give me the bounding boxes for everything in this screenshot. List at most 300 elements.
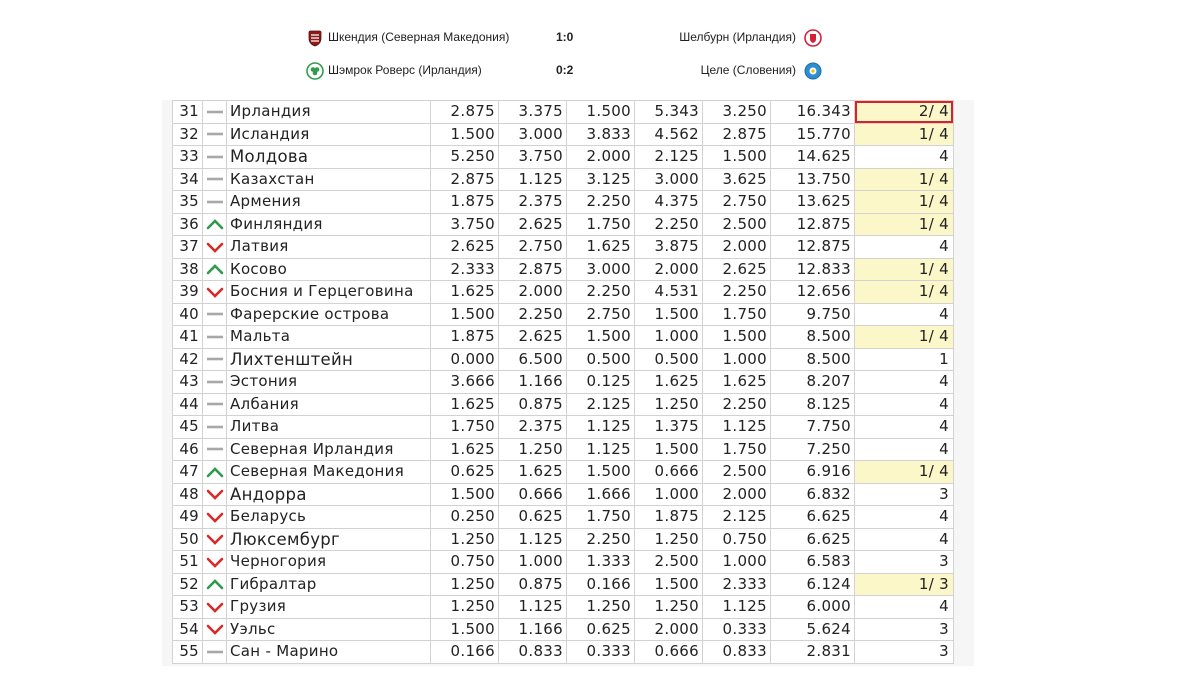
table-row[interactable] <box>173 101 954 124</box>
table-row[interactable] <box>173 483 954 506</box>
country-name[interactable]: Молдова <box>227 146 431 169</box>
qualified-teams: 4 <box>855 416 954 439</box>
table-row[interactable] <box>173 506 954 529</box>
season-3-points: 1.333 <box>567 551 635 574</box>
season-3-points: 2.750 <box>567 303 635 326</box>
season-3-points: 1.625 <box>567 236 635 259</box>
qualified-teams: 3 <box>855 551 954 574</box>
season-5-points: 2.333 <box>703 573 771 596</box>
match-results <box>0 0 1200 100</box>
season-5-points: 1.500 <box>703 326 771 349</box>
qualified-teams: 3 <box>855 483 954 506</box>
rank-cell: 37 <box>173 236 203 259</box>
season-3-points: 1.500 <box>567 101 635 124</box>
season-5-points: 1.625 <box>703 371 771 394</box>
season-3-points: 2.250 <box>567 191 635 214</box>
total-points: 6.625 <box>771 506 855 529</box>
season-3-points: 2.000 <box>567 146 635 169</box>
match-score: 0:2 <box>556 63 574 77</box>
season-1-points: 0.166 <box>431 641 499 664</box>
season-2-points: 1.166 <box>499 618 567 641</box>
season-3-points: 1.500 <box>567 461 635 484</box>
table-row[interactable] <box>173 213 954 236</box>
season-3-points: 2.250 <box>567 528 635 551</box>
total-points: 6.916 <box>771 461 855 484</box>
season-2-points: 2.750 <box>499 236 567 259</box>
season-3-points: 2.250 <box>567 281 635 304</box>
season-5-points: 0.750 <box>703 528 771 551</box>
away-team-name[interactable]: Целе (Словения) <box>700 63 796 77</box>
qualified-teams: 1/ 4 <box>855 326 954 349</box>
season-5-points: 1.125 <box>703 416 771 439</box>
qualified-teams: 1/ 4 <box>855 191 954 214</box>
qualified-teams: 1/ 4 <box>855 123 954 146</box>
trend-cell <box>203 416 227 439</box>
season-5-points: 2.625 <box>703 258 771 281</box>
no-change-icon <box>206 173 224 185</box>
total-points: 7.250 <box>771 438 855 461</box>
table-row[interactable] <box>173 371 954 394</box>
season-1-points: 1.875 <box>431 191 499 214</box>
trend-down-icon <box>206 533 224 545</box>
season-2-points: 2.000 <box>499 281 567 304</box>
season-4-points: 1.500 <box>635 438 703 461</box>
total-points: 9.750 <box>771 303 855 326</box>
season-2-points: 0.666 <box>499 483 567 506</box>
no-change-icon <box>206 376 224 388</box>
season-2-points: 1.250 <box>499 438 567 461</box>
trend-cell <box>203 101 227 124</box>
rank-cell: 55 <box>173 641 203 664</box>
trend-up-icon <box>206 578 224 590</box>
table-row[interactable] <box>173 258 954 281</box>
trend-cell <box>203 528 227 551</box>
season-1-points: 0.625 <box>431 461 499 484</box>
season-5-points: 2.000 <box>703 236 771 259</box>
season-3-points: 1.666 <box>567 483 635 506</box>
season-4-points: 1.625 <box>635 371 703 394</box>
season-5-points: 1.750 <box>703 303 771 326</box>
no-change-icon <box>206 196 224 208</box>
trend-cell <box>203 191 227 214</box>
total-points: 8.500 <box>771 348 855 371</box>
rank-cell: 31 <box>173 101 203 124</box>
season-2-points: 1.000 <box>499 551 567 574</box>
season-1-points: 5.250 <box>431 146 499 169</box>
trend-cell <box>203 461 227 484</box>
season-1-points: 2.875 <box>431 101 499 124</box>
season-1-points: 1.875 <box>431 326 499 349</box>
season-1-points: 1.250 <box>431 528 499 551</box>
table-row[interactable] <box>173 146 954 169</box>
country-name[interactable]: Латвия <box>227 236 431 259</box>
season-1-points: 1.625 <box>431 281 499 304</box>
country-name[interactable]: Ирландия <box>227 101 431 124</box>
no-change-icon <box>206 128 224 140</box>
total-points: 7.750 <box>771 416 855 439</box>
season-5-points: 1.125 <box>703 596 771 619</box>
season-5-points: 1.000 <box>703 551 771 574</box>
season-5-points: 0.333 <box>703 618 771 641</box>
season-4-points: 1.250 <box>635 596 703 619</box>
trend-cell <box>203 596 227 619</box>
trend-cell <box>203 506 227 529</box>
total-points: 6.832 <box>771 483 855 506</box>
season-5-points: 2.500 <box>703 213 771 236</box>
season-4-points: 1.875 <box>635 506 703 529</box>
country-name[interactable]: Беларусь <box>227 506 431 529</box>
season-2-points: 3.000 <box>499 123 567 146</box>
rank-cell: 53 <box>173 596 203 619</box>
table-row[interactable] <box>173 168 954 191</box>
trend-down-icon <box>206 623 224 635</box>
qualified-teams: 1 <box>855 348 954 371</box>
table-row[interactable] <box>173 416 954 439</box>
country-name[interactable]: Черногория <box>227 551 431 574</box>
season-4-points: 1.250 <box>635 393 703 416</box>
country-name[interactable]: Сан - Марино <box>227 641 431 664</box>
total-points: 6.583 <box>771 551 855 574</box>
rank-cell: 33 <box>173 146 203 169</box>
season-3-points: 3.833 <box>567 123 635 146</box>
season-4-points: 4.531 <box>635 281 703 304</box>
rank-cell: 48 <box>173 483 203 506</box>
season-5-points: 1.750 <box>703 438 771 461</box>
season-5-points: 0.833 <box>703 641 771 664</box>
country-name[interactable]: Гибралтар <box>227 573 431 596</box>
rank-cell: 35 <box>173 191 203 214</box>
qualified-teams: 4 <box>855 236 954 259</box>
season-3-points: 3.000 <box>567 258 635 281</box>
season-1-points: 2.625 <box>431 236 499 259</box>
season-3-points: 1.125 <box>567 438 635 461</box>
season-2-points: 1.166 <box>499 371 567 394</box>
table-row[interactable] <box>173 528 954 551</box>
shelbourne-crest-icon <box>804 29 822 47</box>
table-row[interactable] <box>173 551 954 574</box>
total-points: 2.831 <box>771 641 855 664</box>
qualified-teams: 4 <box>855 506 954 529</box>
table-row[interactable] <box>173 618 954 641</box>
qualified-teams: 1/ 4 <box>855 168 954 191</box>
table-row[interactable] <box>173 461 954 484</box>
table-row[interactable] <box>173 573 954 596</box>
trend-cell <box>203 483 227 506</box>
season-4-points: 0.666 <box>635 641 703 664</box>
season-1-points: 1.500 <box>431 303 499 326</box>
total-points: 14.625 <box>771 146 855 169</box>
season-2-points: 2.375 <box>499 191 567 214</box>
season-5-points: 1.500 <box>703 146 771 169</box>
table-row[interactable] <box>173 348 954 371</box>
trend-cell <box>203 641 227 664</box>
qualified-teams: 4 <box>855 303 954 326</box>
shkendija-crest-icon <box>306 29 324 47</box>
rank-cell: 36 <box>173 213 203 236</box>
season-2-points: 3.750 <box>499 146 567 169</box>
season-2-points: 1.625 <box>499 461 567 484</box>
match-row[interactable] <box>0 28 1200 58</box>
total-points: 13.625 <box>771 191 855 214</box>
season-5-points: 2.875 <box>703 123 771 146</box>
season-1-points: 3.750 <box>431 213 499 236</box>
total-points: 6.000 <box>771 596 855 619</box>
season-4-points: 2.000 <box>635 618 703 641</box>
trend-cell <box>203 281 227 304</box>
qualified-teams: 3 <box>855 618 954 641</box>
season-2-points: 2.625 <box>499 326 567 349</box>
total-points: 16.343 <box>771 101 855 124</box>
trend-cell <box>203 146 227 169</box>
trend-cell <box>203 573 227 596</box>
trend-cell <box>203 438 227 461</box>
season-1-points: 0.750 <box>431 551 499 574</box>
season-2-points: 6.500 <box>499 348 567 371</box>
season-1-points: 1.625 <box>431 438 499 461</box>
qualified-teams: 4 <box>855 596 954 619</box>
season-3-points: 1.125 <box>567 416 635 439</box>
rank-cell: 46 <box>173 438 203 461</box>
home-team-name[interactable]: Шкендия (Северная Македония) <box>328 30 510 44</box>
season-3-points: 0.125 <box>567 371 635 394</box>
country-name[interactable]: Северная Македония <box>227 461 431 484</box>
qualified-teams: 4 <box>855 528 954 551</box>
season-5-points: 2.750 <box>703 191 771 214</box>
season-4-points: 1.250 <box>635 528 703 551</box>
table-row[interactable] <box>173 393 954 416</box>
season-4-points: 1.375 <box>635 416 703 439</box>
season-1-points: 3.666 <box>431 371 499 394</box>
total-points: 12.875 <box>771 236 855 259</box>
total-points: 5.624 <box>771 618 855 641</box>
season-3-points: 1.500 <box>567 326 635 349</box>
trend-cell <box>203 258 227 281</box>
country-name[interactable]: Босния и Герцеговина <box>227 281 431 304</box>
season-1-points: 1.250 <box>431 573 499 596</box>
table-row[interactable] <box>173 123 954 146</box>
rank-cell: 47 <box>173 461 203 484</box>
season-3-points: 3.125 <box>567 168 635 191</box>
trend-cell <box>203 393 227 416</box>
season-5-points: 2.125 <box>703 506 771 529</box>
country-name[interactable]: Лихтенштейн <box>227 348 431 371</box>
trend-down-icon <box>206 556 224 568</box>
season-1-points: 1.250 <box>431 596 499 619</box>
home-team-name[interactable]: Шэмрок Роверс (Ирландия) <box>328 63 482 77</box>
season-4-points: 4.375 <box>635 191 703 214</box>
country-name[interactable]: Северная Ирландия <box>227 438 431 461</box>
rank-cell: 52 <box>173 573 203 596</box>
qualified-teams: 1/ 4 <box>855 281 954 304</box>
trend-down-icon <box>206 488 224 500</box>
no-change-icon <box>206 151 224 163</box>
season-3-points: 1.250 <box>567 596 635 619</box>
trend-cell <box>203 213 227 236</box>
country-name[interactable]: Финляндия <box>227 213 431 236</box>
country-name[interactable]: Исландия <box>227 123 431 146</box>
season-2-points: 0.833 <box>499 641 567 664</box>
country-name[interactable]: Мальта <box>227 326 431 349</box>
season-5-points: 2.000 <box>703 483 771 506</box>
uefa-coefficient-table <box>172 100 954 664</box>
qualified-teams: 4 <box>855 371 954 394</box>
trend-cell <box>203 371 227 394</box>
table-row[interactable] <box>173 596 954 619</box>
no-change-icon <box>206 398 224 410</box>
table-row[interactable] <box>173 303 954 326</box>
table-row[interactable] <box>173 326 954 349</box>
total-points: 13.750 <box>771 168 855 191</box>
country-name[interactable]: Эстония <box>227 371 431 394</box>
table-row[interactable] <box>173 641 954 664</box>
rank-cell: 41 <box>173 326 203 349</box>
celje-crest-icon <box>804 62 822 80</box>
total-points: 8.207 <box>771 371 855 394</box>
table-row[interactable] <box>173 438 954 461</box>
season-4-points: 5.343 <box>635 101 703 124</box>
trend-cell <box>203 123 227 146</box>
country-name[interactable]: Казахстан <box>227 168 431 191</box>
season-2-points: 0.875 <box>499 573 567 596</box>
total-points: 8.500 <box>771 326 855 349</box>
season-4-points: 2.500 <box>635 551 703 574</box>
no-change-icon <box>206 106 224 118</box>
no-change-icon <box>206 308 224 320</box>
season-4-points: 3.000 <box>635 168 703 191</box>
qualified-teams: 1/ 4 <box>855 258 954 281</box>
trend-up-icon <box>206 263 224 275</box>
rank-cell: 34 <box>173 168 203 191</box>
rank-cell: 45 <box>173 416 203 439</box>
trend-down-icon <box>206 241 224 253</box>
season-4-points: 3.875 <box>635 236 703 259</box>
qualified-teams: 4 <box>855 438 954 461</box>
coefficient-table-panel <box>162 100 974 666</box>
rank-cell: 50 <box>173 528 203 551</box>
season-3-points: 0.333 <box>567 641 635 664</box>
trend-cell <box>203 303 227 326</box>
qualified-teams: 1/ 3 <box>855 573 954 596</box>
season-1-points: 1.500 <box>431 618 499 641</box>
season-4-points: 2.000 <box>635 258 703 281</box>
trend-up-icon <box>206 466 224 478</box>
season-5-points: 3.250 <box>703 101 771 124</box>
rank-cell: 38 <box>173 258 203 281</box>
rank-cell: 49 <box>173 506 203 529</box>
total-points: 12.875 <box>771 213 855 236</box>
no-change-icon <box>206 421 224 433</box>
rank-cell: 54 <box>173 618 203 641</box>
country-name[interactable]: Уэльс <box>227 618 431 641</box>
season-4-points: 4.562 <box>635 123 703 146</box>
season-1-points: 1.500 <box>431 483 499 506</box>
season-5-points: 2.250 <box>703 281 771 304</box>
total-points: 12.656 <box>771 281 855 304</box>
season-2-points: 1.125 <box>499 168 567 191</box>
season-3-points: 1.750 <box>567 213 635 236</box>
season-1-points: 1.500 <box>431 123 499 146</box>
season-4-points: 2.125 <box>635 146 703 169</box>
total-points: 15.770 <box>771 123 855 146</box>
season-4-points: 1.000 <box>635 326 703 349</box>
table-row[interactable] <box>173 281 954 304</box>
trend-down-icon <box>206 511 224 523</box>
season-3-points: 2.125 <box>567 393 635 416</box>
trend-cell <box>203 168 227 191</box>
table-row[interactable] <box>173 191 954 214</box>
season-3-points: 0.166 <box>567 573 635 596</box>
trend-cell <box>203 236 227 259</box>
country-name[interactable]: Грузия <box>227 596 431 619</box>
trend-up-icon <box>206 218 224 230</box>
away-team-name[interactable]: Шелбурн (Ирландия) <box>679 30 796 44</box>
season-5-points: 2.500 <box>703 461 771 484</box>
season-4-points: 0.666 <box>635 461 703 484</box>
season-3-points: 0.625 <box>567 618 635 641</box>
table-row[interactable] <box>173 236 954 259</box>
trend-cell <box>203 551 227 574</box>
trend-down-icon <box>206 601 224 613</box>
season-2-points: 1.125 <box>499 528 567 551</box>
season-2-points: 2.250 <box>499 303 567 326</box>
total-points: 6.124 <box>771 573 855 596</box>
season-2-points: 2.375 <box>499 416 567 439</box>
rank-cell: 44 <box>173 393 203 416</box>
no-change-icon <box>206 443 224 455</box>
season-3-points: 0.500 <box>567 348 635 371</box>
country-name[interactable]: Литва <box>227 416 431 439</box>
country-name[interactable]: Андорра <box>227 483 431 506</box>
trend-cell <box>203 618 227 641</box>
trend-down-icon <box>206 286 224 298</box>
match-row[interactable] <box>0 61 1200 91</box>
total-points: 8.125 <box>771 393 855 416</box>
season-2-points: 0.625 <box>499 506 567 529</box>
total-points: 6.625 <box>771 528 855 551</box>
season-3-points: 1.750 <box>567 506 635 529</box>
rank-cell: 42 <box>173 348 203 371</box>
no-change-icon <box>206 331 224 343</box>
qualified-teams: 3 <box>855 641 954 664</box>
rank-cell: 43 <box>173 371 203 394</box>
rank-cell: 32 <box>173 123 203 146</box>
country-name[interactable]: Армения <box>227 191 431 214</box>
country-name[interactable]: Косово <box>227 258 431 281</box>
season-5-points: 3.625 <box>703 168 771 191</box>
season-2-points: 3.375 <box>499 101 567 124</box>
season-2-points: 2.625 <box>499 213 567 236</box>
season-4-points: 1.500 <box>635 573 703 596</box>
season-2-points: 1.125 <box>499 596 567 619</box>
rank-cell: 40 <box>173 303 203 326</box>
season-4-points: 2.250 <box>635 213 703 236</box>
country-name[interactable]: Албания <box>227 393 431 416</box>
rank-cell: 51 <box>173 551 203 574</box>
shamrock-rovers-crest-icon <box>306 62 324 80</box>
season-1-points: 2.875 <box>431 168 499 191</box>
trend-cell <box>203 326 227 349</box>
qualified-teams: 4 <box>855 146 954 169</box>
match-score: 1:0 <box>556 30 574 44</box>
season-1-points: 1.625 <box>431 393 499 416</box>
season-1-points: 1.750 <box>431 416 499 439</box>
trend-cell <box>203 348 227 371</box>
country-name[interactable]: Люксембург <box>227 528 431 551</box>
season-1-points: 0.250 <box>431 506 499 529</box>
season-2-points: 0.875 <box>499 393 567 416</box>
season-1-points: 2.333 <box>431 258 499 281</box>
country-name[interactable]: Фарерские острова <box>227 303 431 326</box>
